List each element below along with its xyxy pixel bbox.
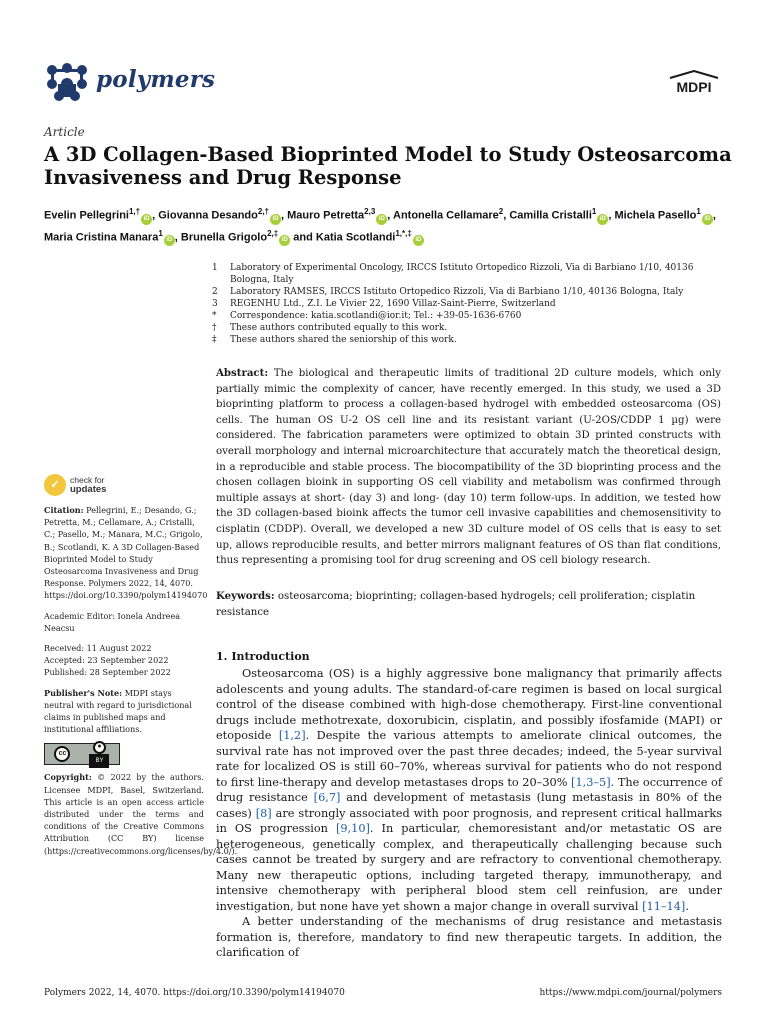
abstract-text: The biological and therapeutic limits of traditional 2D culture models, which only partially mimic the complexity of cancer, have recently emerged. In this study, we used a 3D bioprinting platform to process a collagen-based hydrogel with embedded osteosarcoma (OS) cells. The human OS U-2 OS cell line and its resistant variant (U-2OS/CDDP 1 µg) were considered. The fabrication parameters were optimized to obtain 3D printed constructs with overall morphology and internal microarchitecture that accurately match the theoretical design, in a reproducible and stable process. The biocompatibility of the 3D bioprinting process and the chosen collagen bioink in supporting OS cell viability and metabolism was confirmed through multiple assays at short- (day 3) and long- (day 10) term follow-ups. In addition, we tested how the 3D collagen-based bioink affects the tumor cell invasive capabilities and chemosensitivity to cisplatin (CDDP). Overall, we developed a new 3D culture model of OS cells that is easy to set up, allows reproducible results, and better mirrors malignant features of OS than flat conditions, thus representing a promising tool for drug screening and OS cell biology research.	[216, 368, 721, 567]
affiliation-item	[212, 334, 722, 346]
abstract	[216, 366, 721, 569]
affiliation-text: These authors contributed equally to this work.	[230, 323, 448, 333]
affiliation-text: Correspondence: katia.scotlandi@ior.it; Tel.: +39-05-1636-6760	[230, 311, 522, 321]
introduction-paragraph-2: A better understanding of the mechanisms of drug resistance and metastasis formation is, therefore, mandatory to find new therapeutic targets. In addition, the clarification of	[216, 915, 722, 959]
reference-link[interactable]: [1,2]	[278, 729, 306, 742]
affiliation-text: Laboratory of Experimental Oncology, IRCCS Istituto Ortopedico Rizzoli, Via di Barbiano 1/10, 40136 Bologna, Italy	[230, 263, 694, 285]
citation-block	[44, 504, 208, 602]
journal-header	[44, 62, 724, 106]
author-name[interactable]: Brunella Grigolo	[180, 231, 268, 244]
affiliation-item	[212, 310, 722, 322]
author-affiliation-sup: 2,†	[257, 207, 269, 216]
paragraph-text: and development of metastasis (lung metastasis in 80% of the cases)	[216, 791, 722, 820]
affiliation-text: These authors shared the seniorship of this work.	[230, 335, 457, 345]
author-name[interactable]: Mauro Petretta	[287, 209, 365, 222]
affiliation-item	[212, 286, 722, 298]
attribution-icon: ●	[93, 741, 106, 754]
affiliation-mark: 2	[212, 287, 218, 297]
introduction-paragraph-1	[216, 666, 722, 914]
affiliation-list	[212, 262, 722, 346]
reference-link[interactable]: [11–14]	[642, 899, 686, 913]
affiliation-item	[212, 298, 722, 310]
author-affiliation-sup: 1	[158, 228, 163, 238]
citation-text: Pellegrini, E.; Desando, G.; Petretta, M.; Cellamare, A.; Cristalli, C.; Pasello, M.; Manara, M.C.; Grigolo, B.; Scotlandi, K. A 3D Collagen-Based Bioprinted Model to Study Osteosarcoma Invasiveness and Drug Response. Polymers 2022, 14, 4070. https://doi.org/10.3390/polym14194070	[44, 505, 208, 601]
author-affiliation-sup: 2,3	[364, 207, 376, 216]
reference-link[interactable]: [6,7]	[313, 791, 341, 804]
reference-link[interactable]: [9,10]	[335, 822, 370, 835]
check-updates-line1: check for	[70, 475, 105, 485]
orcid-icon[interactable]: iD	[270, 214, 281, 225]
check-updates-line2: updates	[70, 484, 107, 495]
author-affiliation-sup: 1,*,‡	[395, 228, 412, 238]
orcid-icon[interactable]: iD	[279, 235, 290, 246]
copyright-label: Copyright:	[44, 772, 92, 783]
by-label: BY	[89, 754, 109, 768]
affiliation-mark: ‡	[212, 335, 217, 345]
orcid-icon[interactable]: iD	[702, 214, 713, 225]
check-for-updates-button[interactable]	[44, 474, 204, 496]
publisher-note-text: MDPI stays neutral with regard to jurisdictional claims in published maps and institutional affiliations.	[44, 687, 192, 735]
orcid-icon[interactable]: iD	[413, 235, 424, 246]
affiliation-mark: †	[212, 323, 217, 333]
reference-link[interactable]: [1,3–5]	[571, 775, 611, 789]
cc-by-license-badge[interactable]	[44, 743, 120, 765]
section-heading-introduction: 1. Introduction	[216, 650, 310, 663]
paragraph-text: .	[685, 899, 689, 913]
footer-citation: Polymers 2022, 14, 4070. https://doi.org/10.3390/polym14194070	[44, 988, 345, 998]
check-updates-label	[70, 476, 106, 494]
copyright-text: © 2022 by the authors. Licensee MDPI, Basel, Switzerland. This article is an open access article distributed under the terms and conditions of the Creative Commons Attribution (CC BY) license (https://creativecommons.org/licenses/by/4.0/).	[44, 772, 238, 856]
cc-icon: cc	[54, 746, 70, 762]
introduction-body	[216, 666, 722, 961]
page-footer	[44, 988, 722, 998]
affiliation-text: REGENHU Ltd., Z.I. Le Vivier 22, 1690 Villaz-Saint-Pierre, Switzerland	[230, 299, 556, 309]
orcid-icon[interactable]: iD	[164, 235, 175, 246]
orcid-icon[interactable]: iD	[376, 214, 387, 225]
keywords-text: osteosarcoma; bioprinting; collagen-based hydrogels; cell proliferation; cisplatin resistance	[216, 591, 696, 618]
abstract-label: Abstract:	[216, 367, 269, 379]
publisher-note	[44, 687, 204, 736]
paragraph-text: are strongly associated with poor prognosis, and represent critical hallmarks in OS progression	[216, 806, 723, 835]
affiliation-item	[212, 322, 722, 334]
affiliation-text: Laboratory RAMSES, IRCCS Istituto Ortopedico Rizzoli, Via di Barbiano 1/10, 40136 Bologna, Italy	[230, 287, 684, 297]
paragraph-text: . In particular, chemoresistant and/or metastatic OS are heterogeneous, genetically complex, and therapeutically challenging because such cases cannot be treated by surgery and are refractory to conventional chemotherapy. Many new therapeutic options, including targeted therapy, immunotherapy, and intensive chemotherapy with peripheral blood stem cell reinfusion, are under investigation, but none have yet shown a major change in overall survival	[216, 822, 722, 913]
check-updates-icon: ✓	[44, 474, 66, 496]
author-name[interactable]: Evelin Pellegrini	[44, 209, 129, 222]
keywords	[216, 589, 721, 620]
polymers-logo-icon	[44, 62, 90, 102]
accepted-date: Accepted: 23 September 2022	[44, 655, 169, 666]
author-affiliation-sup: 2,‡	[267, 228, 279, 238]
dates-block	[44, 642, 204, 679]
orcid-icon[interactable]: iD	[141, 214, 152, 225]
keywords-label: Keywords:	[216, 590, 275, 602]
journal-name[interactable]: polymers	[96, 66, 216, 93]
affiliation-mark: 1	[212, 263, 218, 273]
author-affiliation-sup: 2	[498, 207, 504, 216]
affiliation-mark: *	[212, 311, 217, 321]
copyright-block	[44, 771, 238, 856]
citation-label: Citation:	[44, 505, 84, 515]
author-affiliation-sup: 1	[591, 207, 597, 216]
paragraph-text: . The occurrence of drug resistance	[216, 775, 723, 804]
published-date: Published: 28 September 2022	[44, 667, 171, 678]
author-name[interactable]: Giovanna Desando	[158, 209, 258, 222]
article-type: Article	[44, 125, 85, 139]
affiliation-mark: 3	[212, 299, 218, 309]
publisher-note-label: Publisher's Note:	[44, 687, 123, 698]
author-name[interactable]: Michela Pasello	[614, 209, 697, 222]
received-date: Received: 11 August 2022	[44, 643, 152, 654]
paragraph-text: . Despite the various attempts to ameliorate clinical outcomes, the survival rate has not improved over the past three decades; indeed, the 5-year survival rate for localized OS is still 60–70%, whereas survival for patients who do not respond to first line-therapy and develop metastases drops to 20–30%	[216, 729, 722, 789]
author-name[interactable]: Katia Scotlandi	[315, 231, 396, 244]
footer-url[interactable]: https://www.mdpi.com/journal/polymers	[539, 988, 722, 998]
orcid-icon[interactable]: iD	[597, 214, 608, 225]
author-affiliation-sup: 1,†	[128, 207, 141, 216]
publisher-label: MDPI	[676, 79, 712, 95]
reference-link[interactable]: [8]	[255, 806, 272, 820]
paragraph-text: Osteosarcoma (OS) is a highly aggressive bone malignancy that primarily affects adolescents and young adults. The standard-of-care regimen is based on local surgical control of the disease combined with high-dose chemotherapy. First-line conventional drugs include methotrexate, doxorubicin, cisplatin, and possibly ifosfamide (MAPI) or etoposide	[216, 667, 722, 742]
author-name[interactable]: Maria Cristina Manara	[44, 231, 159, 244]
author-list: Evelin Pellegrini$^{1,\dagger}$iD , Giovanna Desando$^{2,\dagger}$iD , Mauro Petretta$^{2,3}$iD , Antonella Cellamare$^2$, Camilla Cristalli$^1$iD , Michela Pasello$^1$iD , Maria Cristina Manara$^1$iD , Brunella Grigolo$^{2,\ddagger}$iD and Katia Scotlandi$^{1,*,\ddagger}$iD	[44, 203, 734, 246]
academic-editor: Academic Editor: Ionela Andreea Neacsu	[44, 610, 181, 633]
author-name[interactable]: Camilla Cristalli	[509, 209, 592, 222]
author-affiliation-sup: 1	[696, 207, 701, 216]
mdpi-logo-icon[interactable]	[664, 70, 724, 96]
article-sidebar	[44, 474, 238, 857]
affiliation-item	[212, 262, 722, 286]
author-name[interactable]: Antonella Cellamare	[393, 209, 499, 222]
article-title: A 3D Collagen-Based Bioprinted Model to Study Osteosarcoma Invasiveness and Drug Response	[44, 143, 732, 189]
